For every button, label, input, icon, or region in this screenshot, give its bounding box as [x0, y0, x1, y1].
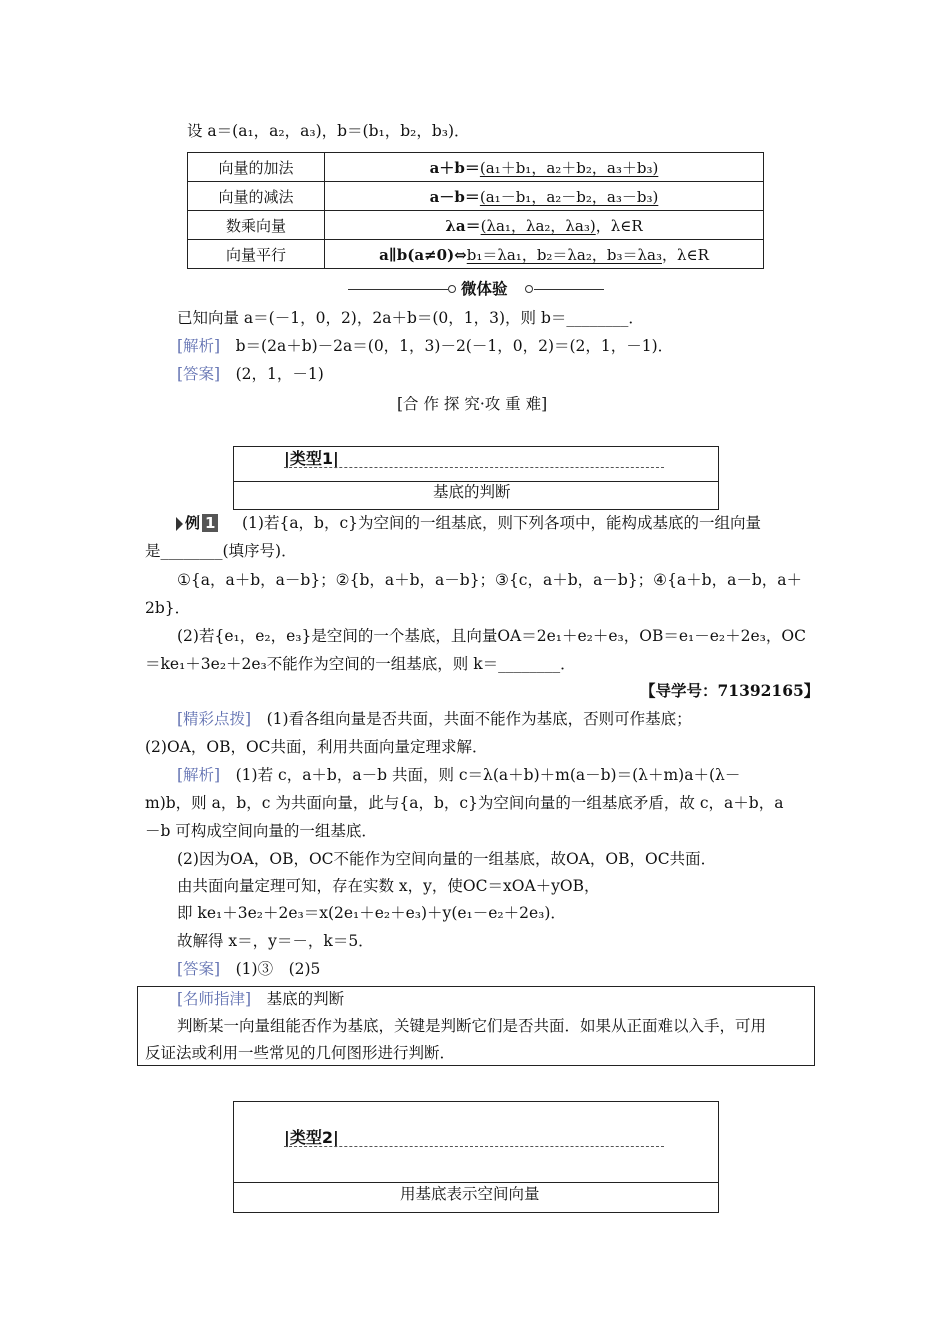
analysis-line6: 即 ke₁＋3e₂＋2e₃＝x(2e₁＋e₂＋e₃)＋y(e₁－e₂＋2e₃)．: [177, 904, 566, 922]
analysis-line3: －b 可构成空间向量的一组基底．: [145, 822, 377, 840]
table-row: [188, 211, 764, 240]
op-name: 向量平行: [188, 240, 325, 269]
hint-line2: (2)OA，OB，OC共面，利用共面向量定理求解．: [145, 738, 488, 756]
separator-right: [534, 289, 604, 290]
type1-dashline: [284, 467, 664, 468]
micro-analysis: [解析] b＝(2a＋b)－2a＝(0，1，3)－2(－1，0，2)＝(2，1，－1)．: [177, 337, 674, 355]
analysis-line5: 由共面向量定理可知，存在实数 x，y，使OC＝xOA＋yOB，: [177, 877, 600, 895]
section-heading: [合 作 探 究·攻 重 难]: [397, 395, 548, 413]
op-name: 向量的加法: [188, 153, 325, 182]
example-options-line2: 2b}．: [145, 599, 191, 617]
table-row: [188, 153, 764, 182]
intro-text: 设 a＝(a₁，a₂，a₃)，b＝(b₁，b₂，b₃)．: [187, 122, 470, 140]
example-badge: 例 1: [176, 512, 218, 533]
op-formula: a－b＝(a₁－b₁，a₂－b₂，a₃－b₃): [325, 182, 764, 211]
op-name: 数乘向量: [188, 211, 325, 240]
analysis-line2: m)b，则 a，b，c 为共面向量，此与{a，b，c}为空间向量的一组基底矛盾，故 c，a＋b，a: [145, 794, 784, 812]
type2-label: |类型2|: [284, 1128, 339, 1147]
analysis-line7: 故解得 x＝，y＝－，k＝5．: [177, 932, 374, 950]
op-formula: a∥b(a≠0)⇔b₁＝λa₁，b₂＝λa₂，b₃＝λa₃，λ∈R: [325, 240, 764, 269]
example-answer: [答案] (1)③ (2)5: [177, 960, 321, 978]
teacher-tip-title: [名师指津] 基底的判断: [177, 990, 345, 1008]
example-q2-line1: (2)若{e₁，e₂，e₃}是空间的一个基底，且向量OA＝2e₁＋e₂＋e₃，OB＝e₁－e₂＋2e₃，OC: [177, 627, 806, 645]
type1-title: 基底的判断: [433, 483, 511, 501]
table-row: [188, 182, 764, 211]
example-options-line1: ①{a，a＋b，a－b}；②{b，a＋b，a－b}；③{c，a＋b，a－b}；④{a＋b，a－b，a＋: [177, 571, 803, 589]
analysis-line4: (2)因为OA，OB，OC不能作为空间向量的一组基底，故OA，OB，OC共面．: [177, 850, 717, 868]
arrow-icon: [176, 517, 183, 531]
example-q1-line2: 是________(填序号)．: [145, 542, 297, 560]
guide-number: 【导学号：71392165】: [640, 681, 820, 700]
teacher-tip-line1: 判断某一向量组能否作为基底，关键是判断它们是否共面．如果从正面难以入手，可用: [177, 1017, 767, 1035]
separator-left: [348, 289, 448, 290]
separator-dot-icon: [525, 285, 533, 293]
type2-dashline: [284, 1146, 664, 1147]
micro-title: 微体验: [461, 280, 508, 298]
example-q1-line1: (1)若{a，b，c}为空间的一组基底，则下列各项中，能构成基底的一组向量: [242, 514, 762, 532]
type1-label: |类型1|: [284, 449, 339, 468]
hint-line1: [精彩点拨] (1)看各组向量是否共面，共面不能作为基底，否则可作基底；: [177, 710, 692, 728]
op-name: 向量的减法: [188, 182, 325, 211]
op-formula: λa＝(λa₁，λa₂，λa₃)，λ∈R: [325, 211, 764, 240]
vector-operations-table: [187, 152, 764, 269]
type2-title: 用基底表示空间向量: [400, 1185, 540, 1203]
separator-dot-icon: [448, 285, 456, 293]
example-q2-line2: ＝ke₁＋3e₂＋2e₃不能作为空间的一组基底，则 k＝________．: [145, 655, 576, 673]
op-formula: a＋b＝(a₁＋b₁，a₂＋b₂，a₃＋b₃): [325, 153, 764, 182]
micro-answer: [答案] (2，1，－1): [177, 365, 324, 383]
micro-question: 已知向量 a＝(－1，0，2)，2a＋b＝(0，1，3)，则 b＝________．: [177, 309, 644, 327]
table-row: [188, 240, 764, 269]
analysis-line1: [解析] (1)若 c，a＋b，a－b 共面，则 c＝λ(a＋b)＋m(a－b)＝(λ＋m)a＋(λ－: [177, 766, 741, 784]
teacher-tip-line2: 反证法或利用一些常见的几何图形进行判断．: [145, 1044, 456, 1062]
